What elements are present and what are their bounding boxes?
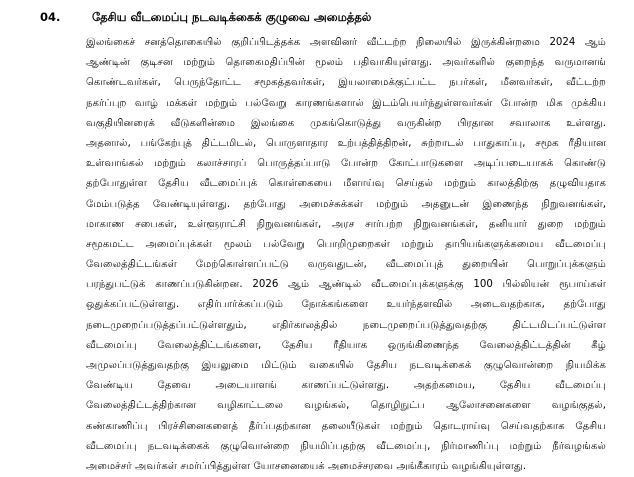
paragraph-line: அமுலப்படுத்துவதற்கு இயலுமை மிட்டும் வகையில் தேசிய நடவடிக்கைக் குழுவொன்றை நியமிக்க	[86, 360, 606, 371]
section-heading	[40, 8, 600, 26]
paragraph-line: வீடமைப்பு வேலைத்திட்டங்களை, தேசிய ரீதியாக ஒருங்கிணைந்த வேலைத்திட்டத்தின் கீழ்	[86, 339, 606, 351]
section-number: 04.	[40, 10, 61, 24]
paragraph-line: அதனால், பங்கேற்புத் திட்டமிடல், பொருளாதார உற்பத்தித்திறன், சுற்றாடல் பாதுகாப்பு, சமூக ரீதியான	[86, 137, 606, 149]
paragraph-line: நகர்ப்புற வாழ் மக்கள் மற்றும் பல்வேறு காரணங்களால் இடம்பெயர்ந்துள்ளவர்கள் போன்ற மிக முக்கிய	[86, 97, 606, 109]
paragraph-line: பரந்துபட்டுக் காணப்படுகின்றன. 2026 ஆம் ஆண்டில் வீடமைப்புக்களுக்கு 100 பில்லியன் ரூபாய்கள்	[86, 279, 606, 291]
paragraph-line: சமூகமட்ட அமைப்புக்கள் மூலம் பல்வேறு பொறிமுறைகள் மற்றும் தாபியங்களுக்கமைய வீடமைப்பு	[86, 238, 606, 250]
paragraph-line: உள்வாங்கல் மற்றும் கலாச்சாரப் பொருத்தப்பாடு போன்ற கோட்பாடுகளை அடிப்படையாகக் கொண்டு	[86, 158, 606, 170]
paragraph-line: கண்காணிப்பு பிரச்சினைகளைத் தீர்ப்பதற்கான தலையீடுகள் மற்றும் தொடராய்வு செய்வதற்காக தேசிய	[86, 420, 606, 432]
paragraph-line: மாகாண சபைகள், உள்ளூராட்சி நிறுவனங்கள், அரச சார்பற்ற நிறுவனங்கள், தனியார் துறை மற்றும்	[86, 218, 606, 230]
paragraph-line: வேலைத்திட்டங்கள் மேற்கொள்ளப்பட்டு வருவதுடன், வீடமைப்புத் துறையின் பொறுப்புக்களும்	[86, 259, 606, 271]
paragraph-line: மேம்படுத்த வேண்டியுள்ளது. தற்போது அமைச்சுக்கள் மற்றும் அதனுடன் இணைந்த நிறுவனங்கள்,	[86, 198, 606, 210]
paragraph-line: ஒதுக்கப்பட்டுள்ளது. எதிர்பார்க்கப்படும் நோக்கங்களை உயர்ந்தளவில் அடைவதற்காக, தற்போது	[86, 299, 606, 311]
section-title: தேசிய வீடமைப்பு நடவடிக்கைக் குழுவை அமைத்தல்	[92, 10, 372, 24]
paragraph-line: வீடமைப்பு நடவடிக்கைக் குழுவொன்றை நியமிப்பதற்கு வீடமைப்பு, நிர்மாணிப்பு மற்றும் நீர்வழங்கல்	[86, 440, 606, 452]
paragraph-line: ஆண்டின் குடிசன மற்றும் தொகைமதிப்பின் மூலம் பதிவாகியுள்ளது. அவர்களில் குறைந்த வருமானங்	[86, 57, 606, 69]
paragraph-line: வேண்டிய தேவை அடையாளங் காணப்பட்டுள்ளது. அதற்கமைய, தேசிய வீடமைப்பு	[86, 380, 606, 392]
paragraph-line: வேலைத்திட்டத்திற்கான வழிகாட்டலை வழங்கல், தொழிநுட்ப ஆலோசனைகளை வழங்குதல்,	[86, 400, 606, 412]
paragraph-line: இலங்கைச் சனத்தொகையில் குறிப்பிடத்தக்க அளவினர் வீட்டற்ற நிலையில் இருக்கின்றமை 2024 ஆம்	[86, 37, 606, 48]
paragraph-line: தற்போதுள்ள தேசிய வீடமைப்புக் கொள்கையை மீளாய்வு செய்தல் மற்றும் காலத்திற்கு தழுவியதாக	[86, 178, 606, 190]
paragraph-line: அமைச்சர் அவர்கள் சமர்ப்பித்துள்ள யோசனையைக் அமைச்சரவை அங்கீகாரம் வழங்கியுள்ளது.	[86, 460, 527, 472]
paragraph-line: நடைமுறைப்படுத்தப்பட்டுள்ளதும், எதிர்காலத்தில் நடைமுறைப்படுத்துவதற்கு திட்டமிடப்பட்டுள்ள	[86, 319, 606, 331]
paragraph-line: வகுதியினரைக் வீடுகளின்மை இலங்கை முகங்கொடுத்து வருகின்ற பிரதான சவாலாக உள்ளது.	[86, 117, 606, 129]
paragraph-line: கொண்டவர்கள், பெருந்தோட்ட சமூகத்தவர்கள், இயலாமைக்குட்பட்ட நபர்கள், மீனவர்கள், வீட்டற்ற	[86, 77, 606, 89]
section-paragraph	[86, 33, 606, 477]
